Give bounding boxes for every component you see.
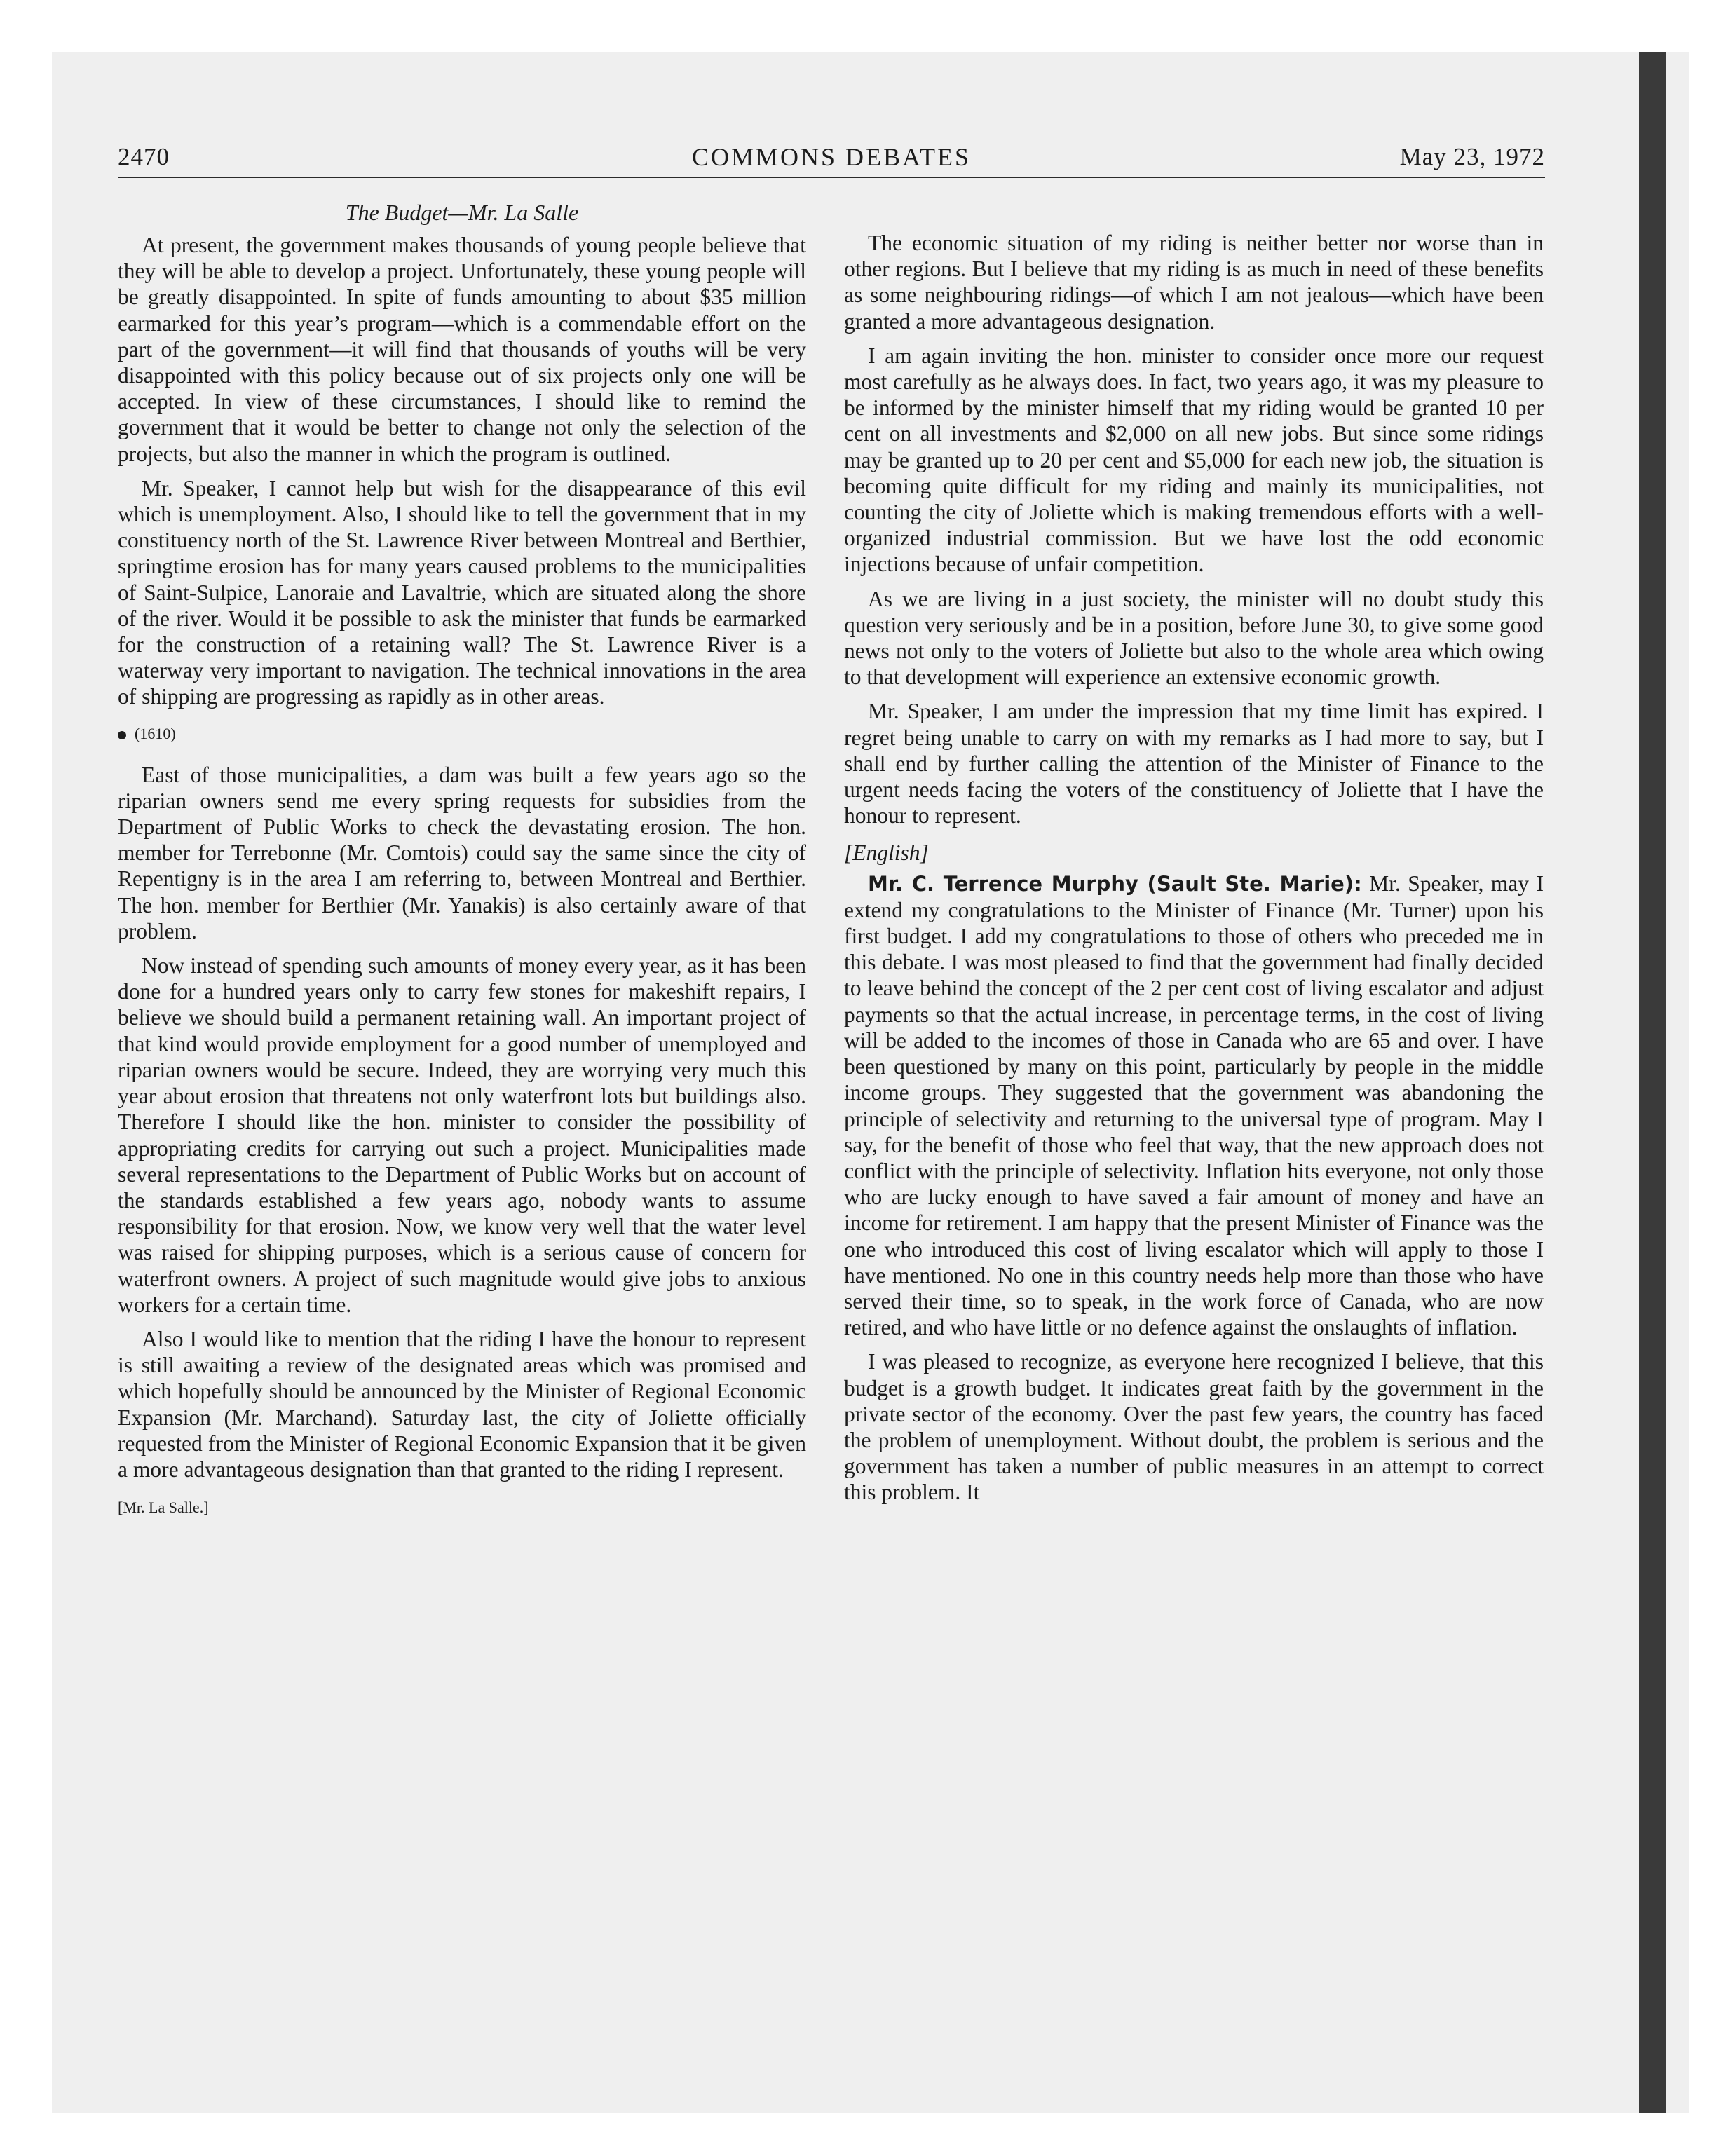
page-number: 2470 [118, 143, 170, 170]
scan-edge-bar [1639, 52, 1666, 2113]
paragraph: The economic situation of my riding is neither better nor worse than in other regions. But I believe that my riding is as much in need of these benefits as some neighbouring ridings—of which I am not jealous—which have been granted a more advantageous designation. [844, 231, 1544, 334]
paragraph: I was pleased to recognize, as everyone here recognized I believe, that this budget is a growth budget. It indicates great faith by the government in the private sector of the economy. Over the past few years, the country has faced the problem of unemployment. Without doubt, the problem is serious and the government has taken a number of public measures in an attempt to correct this problem. It [844, 1349, 1544, 1505]
publication-title: COMMONS DEBATES [691, 143, 972, 171]
page-header [118, 140, 1545, 178]
paragraph: Also I would like to mention that the riding I have the honour to represent is still awaiting a review of the designated areas which was promised and which hopefully should be announced by the Minister of Regional Economic Expansion (Mr. Marchand). Saturday last, the city of Joliette officially requested from the Minister of Regional Economic Expansion that it be given a more advantageous designation than that granted to the riding I represent. [118, 1326, 806, 1482]
speaker-signature: [Mr. La Salle.] [118, 1499, 209, 1517]
paragraph: Mr. Speaker, I am under the impression that my time limit has expired. I regret being unable to carry on with my remarks as I had more to say, but I shall end by further calling the attention of the Minister of Finance to the urgent needs facing the voters of the constituency of Joliette that I have the honour to represent. [844, 699, 1544, 828]
paragraph: I am again inviting the hon. minister to consider once more our request most carefully as he always does. In fact, two years ago, it was my pleasure to be informed by the minister himself that my riding would be granted 10 per cent on all investments and $2,000 on all new jobs. But since some ridings may be granted up to 20 per cent and $5,000 for each new job, the situation is becoming quite difficult for my riding and mainly its municipalities, not counting the city of Joliette which is making tremendous efforts with a well-organized industrial commission. But we have lost the odd economic injections because of unfair competition. [844, 343, 1544, 577]
speech-text: Mr. Speaker, may I extend my congratulations to the Minister of Finance (Mr. Turner) upon his first budget. I add my congratulations to those of others who preceded me in this debate. I was most pleased to find that the government had finally decided to leave behind the concept of the 2 per cent cost of living escalator and adjust payments so that the actual increase, in percentage terms, in the cost of living will be added to the incomes of those in Canada who are 65 and over. I have been questioned by many on this point, particularly by people in the middle income groups. They suggested that the government was abandoning the principle of selectivity and returning to the universal type of program. May I say, for the benefit of those who feel that way, that the new approach does not conflict with the principle of selectivity. Inflation hits everyone, not only those who are lucky enough to have saved a fair amount of money and have an income for retirement. I am happy that the present Minister of Finance was the one who introduced this cost of living escalator which will apply to those I have mentioned. No one in this country needs help more than those who have served their time, so to speak, in the work force of Canada, who are now retired, and who have little or no defence against the onslaughts of inflation. [844, 871, 1544, 1340]
language-tag: [English] [844, 840, 929, 866]
paragraph: Mr. Speaker, I cannot help but wish for the disappearance of this evil which is unemployment. Also, I should like to tell the government that in my constituency north of the St. Lawrence River between Montreal and Berthier, springtime erosion has for many years caused problems to the municipalities of Saint-Sulpice, Lanoraie and Lavaltrie, which are situated along the shore of the river. Would it be possible to ask the minister that funds be earmarked for the construction of a retaining wall? The St. Lawrence River is a waterway very important to navigation. The technical innovations in the area of shipping are progressing as rapidly as in other areas. [118, 475, 806, 709]
paragraph: East of those municipalities, a dam was built a few years ago so the riparian owners send me every spring requests for subsidies from the Department of Public Works to check the devastating erosion. The hon. member for Terrebonne (Mr. Comtois) could say the same since the city of Repentigny is in the area I am referring to, between Montreal and Berthier. The hon. member for Berthier (Mr. Yanakis) is also certainly aware of that problem. [118, 762, 806, 943]
publication-date: May 23, 1972 [1399, 143, 1545, 170]
speech-paragraph [844, 871, 1544, 1341]
paragraph: Now instead of spending such amounts of money every year, as it has been done for a hundred years only to carry few stones for makeshift repairs, I believe we should build a permanent retaining wall. An important project of that kind would provide employment for a good number of unemployed and riparian owners would be secure. Indeed, they are worrying very much this year about erosion that threatens not only waterfront lots but buildings also. Therefore I should like the hon. minister to consider the possibility of appropriating credits for carrying out such a project. Municipalities made several representations to the Department of Public Works but on account of the standards established a few years ago, nobody wants to assume responsibility for that erosion. Now, we know very well that the water level was raised for shipping purposes, which is a serious cause of concern for waterfront owners. A project of such magnitude would give jobs to anxious workers for a certain time. [118, 953, 806, 1317]
time-marker-text: (1610) [135, 724, 176, 742]
time-marker [118, 724, 806, 744]
running-title: The Budget—Mr. La Salle [345, 200, 579, 225]
paragraph: As we are living in a just society, the minister will no doubt study this question very seriously and be in a position, before June 30, to give some good news not only to the voters of Joliette but also to the whole area which owing to that development will experience an extensive economic growth. [844, 586, 1544, 690]
paragraph: At present, the government makes thousands of young people believe that they will be able to develop a project. Unfortunately, these young people will be greatly disappointed. In spite of funds amounting to about $35 million earmarked for this year’s program—which is a commendable effort on the part of the government—it will find that thousands of youths will be very disappointed with this policy because out of six projects only one will be accepted. In view of these circumstances, I should like to remind the government that it would be better to change not only the selection of the projects, but also the manner in which the program is outlined. [118, 233, 806, 466]
bullet-icon [118, 731, 126, 739]
speaker-name: Mr. C. Terrence Murphy (Sault Ste. Marie): [868, 871, 1362, 896]
left-column [118, 198, 806, 1517]
right-column [844, 230, 1544, 1514]
